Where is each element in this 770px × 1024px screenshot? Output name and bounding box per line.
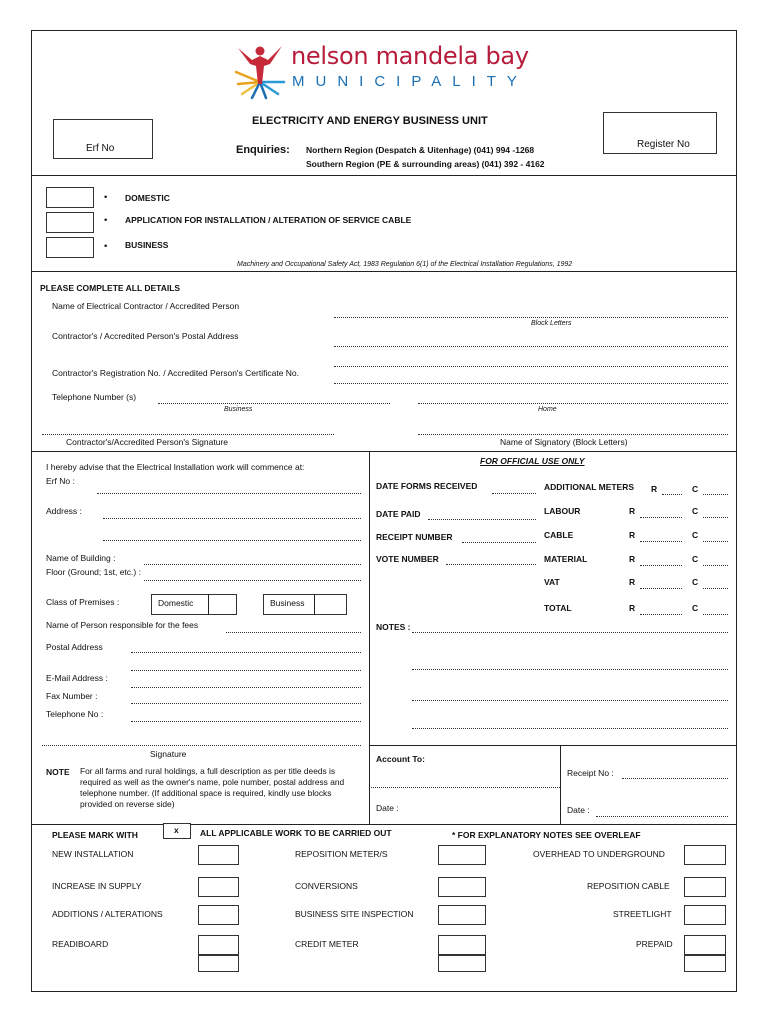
credit-meter-checkbox[interactable] [438,935,486,955]
note-label: NOTE [46,767,70,777]
install-signature-line[interactable] [42,745,361,746]
column-divider [369,451,370,824]
additions-checkbox[interactable] [198,905,239,925]
registration-label: Contractor's Registration No. / Accredited Person's Certificate No. [52,368,300,378]
column-divider [560,745,561,824]
premises-business: Business [270,598,305,608]
official-date-paid: DATE PAID [376,509,421,519]
type-domestic: DOMESTIC [125,193,170,203]
contractor-name-line[interactable] [334,317,728,318]
building-line[interactable] [144,564,361,565]
increase-supply-checkbox[interactable] [198,877,239,897]
registration-line[interactable] [334,383,728,384]
notes-line-4[interactable] [412,728,728,729]
official-labour: LABOUR [544,506,581,516]
work-increase-supply: INCREASE IN SUPPLY [52,881,142,891]
streetlight-checkbox[interactable] [684,905,726,925]
rand-label: R [629,530,636,540]
install-address-label: Address : [46,506,82,516]
postal-address-label: Contractor's / Accredited Person's Postal Address [52,331,239,341]
bullet-icon: • [104,241,108,252]
cent-label: C [692,530,699,540]
work-site-inspection: BUSINESS SITE INSPECTION [295,909,414,919]
readiboard-checkbox-2[interactable] [198,955,239,972]
rand-amount-line[interactable] [640,517,682,518]
register-no-label: Register No [637,139,690,150]
email-label: E-Mail Address : [46,673,108,683]
work-credit-meter: CREDIT METER [295,939,359,949]
new-installation-checkbox[interactable] [198,845,239,865]
logo-line2: MUNICIPALITY [292,73,528,90]
fees-label: Name of Person responsible for the fees [46,620,199,630]
divider [31,175,737,176]
vote-number-line[interactable] [446,564,536,565]
cent-label: C [692,484,699,494]
work-readiboard: READIBOARD [52,939,109,949]
work-reposition-meters: REPOSITION METER/S [295,849,388,859]
rand-amount-line[interactable] [662,494,682,495]
box-divider [208,594,209,615]
rand-amount-line[interactable] [640,588,682,589]
contractor-signature-line[interactable] [42,434,334,435]
official-total: TOTAL [544,603,572,613]
business-checkbox[interactable] [46,237,94,258]
account-label: Account To: [376,754,425,764]
home-phone-line[interactable] [418,403,728,404]
contractor-signature-label: Contractor's/Accredited Person's Signature [66,437,228,447]
install-address-line[interactable] [103,518,361,519]
rand-label: R [629,603,636,613]
credit-meter-checkbox-2[interactable] [438,955,486,972]
divider [31,271,737,272]
act-note: Machinery and Occupational Safety Act, 1983 Regulation 6(1) of the Electrical Installation Regulations, 1992 [237,261,573,268]
home-phone-caption: Home [538,406,557,413]
receipt-date-label: Date : [567,805,590,815]
receipt-label: Receipt No : [567,768,614,778]
notes-line-2[interactable] [412,669,728,670]
enquiries-label: Enquiries: [236,144,290,156]
contractor-name-label: Name of Electrical Contractor / Accredited Person [52,301,240,311]
divider [31,451,737,452]
conversions-checkbox[interactable] [438,877,486,897]
cent-amount-line[interactable] [703,517,728,518]
unit-title: ELECTRICITY AND ENERGY BUSINESS UNIT [252,115,488,127]
account-date-label: Date : [376,803,399,813]
logo-line1: nelson mandela bay [291,42,529,70]
fax-line[interactable] [131,703,361,704]
reposition-meters-checkbox[interactable] [438,845,486,865]
premises-label: Class of Premises : [46,597,120,607]
building-label: Name of Building : [46,553,116,563]
readiboard-checkbox[interactable] [198,935,239,955]
all-work-label: ALL APPLICABLE WORK TO BE CARRIED OUT [200,828,392,838]
bullet-icon: • [104,192,108,203]
enquiries-south: Southern Region (PE & surrounding areas) (041) 392 - 4162 [306,159,545,169]
install-tel-line[interactable] [131,721,361,722]
fees-line[interactable] [226,632,361,633]
official-cable: CABLE [544,530,574,540]
cent-amount-line[interactable] [703,541,728,542]
installation-checkbox[interactable] [46,212,94,233]
install-postal-line-2[interactable] [131,670,361,671]
notes-label: NOTES : [376,622,411,632]
work-streetlight: STREETLIGHT [613,909,672,919]
cent-amount-line[interactable] [703,588,728,589]
advise-text: I hereby advise that the Electrical Installation work will commence at: [46,462,305,472]
official-vat: VAT [544,577,560,587]
note-text: For all farms and rural holdings, a full description as per title deeds is required as well as the owner's name, pole number, postal address and telephone number. (If additional space is required, kindly use blocks provided on reverse side) [80,766,345,809]
install-erf-label: Erf No : [46,476,75,486]
account-line[interactable] [369,787,560,788]
sun-figure-icon [232,42,288,100]
install-postal-label: Postal Address [46,642,103,652]
floor-line[interactable] [144,580,361,581]
install-erf-line[interactable] [97,493,361,494]
rand-amount-line[interactable] [640,541,682,542]
notes-line-3[interactable] [412,700,728,701]
official-heading: FOR OFFICIAL USE ONLY [480,456,585,466]
email-line[interactable] [131,687,361,688]
rand-label: R [629,506,636,516]
mark-label: PLEASE MARK WITH [52,830,138,840]
floor-label: Floor (Ground; 1st, etc.) : [46,567,141,577]
cent-label: C [692,603,699,613]
prepaid-checkbox[interactable] [684,935,726,955]
premises-domestic: Domestic [158,598,194,608]
work-overhead: OVERHEAD TO UNDERGROUND [533,849,665,859]
prepaid-checkbox-2[interactable] [684,955,726,972]
cent-amount-line[interactable] [703,614,728,615]
receipt-line[interactable] [622,778,728,779]
postal-address-line[interactable] [334,346,728,347]
rand-amount-line[interactable] [640,614,682,615]
rand-label: R [629,554,636,564]
official-vote-number: VOTE NUMBER [376,554,439,564]
reposition-cable-checkbox[interactable] [684,877,726,897]
type-business: BUSINESS [125,240,169,250]
official-material: MATERIAL [544,554,588,564]
type-installation: APPLICATION FOR INSTALLATION / ALTERATION OF SERVICE CABLE [125,215,412,225]
notes-line[interactable] [412,632,728,633]
official-receipt-number: RECEIPT NUMBER [376,532,453,542]
box-divider [314,594,315,615]
complete-heading: PLEASE COMPLETE ALL DETAILS [40,283,181,293]
work-reposition-cable: REPOSITION CABLE [587,881,670,891]
rand-label: R [651,484,658,494]
work-additions: ADDITIONS / ALTERATIONS [52,909,163,919]
cent-label: C [692,506,699,516]
install-signature-label: Signature [150,749,187,759]
enquiries-north: Northern Region (Despatch & Uitenhage) (041) 994 -1268 [306,145,535,155]
bullet-icon: • [104,215,108,226]
overhead-checkbox[interactable] [684,845,726,865]
domestic-checkbox[interactable] [46,187,94,208]
install-postal-line[interactable] [131,652,361,653]
receipt-date-line[interactable] [596,816,728,817]
work-prepaid: PREPAID [636,939,673,949]
date-received-line[interactable] [492,493,536,494]
postal-address-line-2[interactable] [334,366,728,367]
business-phone-line[interactable] [158,403,390,404]
explanatory-note: * FOR EXPLANATORY NOTES SEE OVERLEAF [452,830,641,840]
site-inspection-checkbox[interactable] [438,905,486,925]
cent-label: C [692,554,699,564]
work-conversions: CONVERSIONS [295,881,358,891]
date-paid-line[interactable] [428,519,536,520]
signatory-label: Name of Signatory (Block Letters) [500,437,628,447]
cent-amount-line[interactable] [703,494,728,495]
telephone-label: Telephone Number (s) [52,392,137,402]
install-tel-label: Telephone No : [46,709,104,719]
fax-label: Fax Number : [46,691,98,701]
cent-amount-line[interactable] [703,565,728,566]
official-additional-meters: ADDITIONAL METERS [544,482,635,492]
divider [369,745,737,746]
install-address-line-2[interactable] [103,540,361,541]
cent-label: C [692,577,699,587]
rand-amount-line[interactable] [640,565,682,566]
signatory-line[interactable] [418,434,728,435]
receipt-number-line[interactable] [462,542,536,543]
official-date-received: DATE FORMS RECEIVED [376,481,478,491]
rand-label: R [629,577,636,587]
erf-no-label: Erf No [86,143,115,154]
block-letters-label: Block Letters [531,320,572,327]
work-new-installation: NEW INSTALLATION [52,849,134,859]
divider [31,824,737,825]
business-phone-caption: Business [224,406,253,413]
mark-symbol: x [174,825,179,835]
